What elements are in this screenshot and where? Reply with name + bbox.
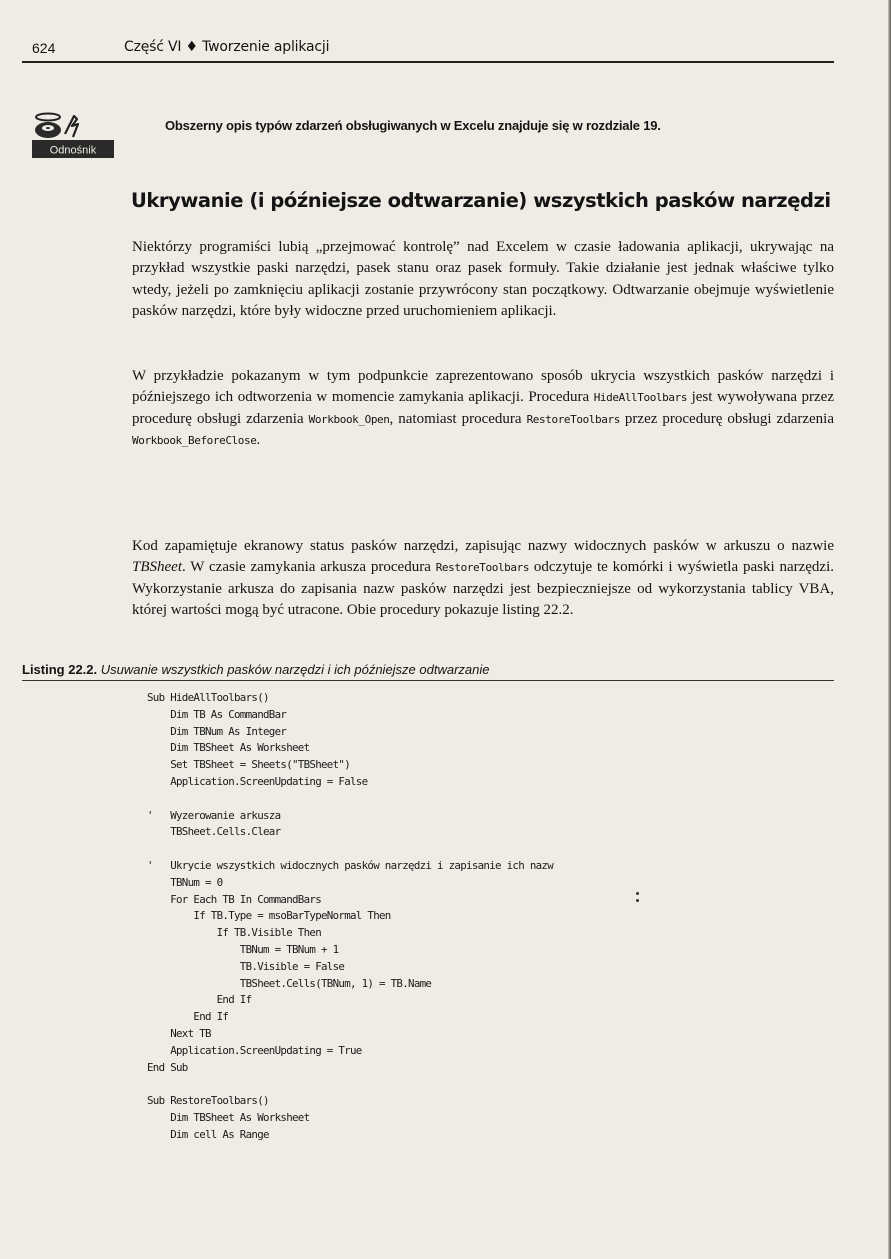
p2-text-2: jest wywoływana przez procedurę obsługi zdarzenia [132, 389, 834, 427]
p2-text-5: . [256, 431, 261, 448]
header-rule [22, 61, 834, 63]
listing-caption [22, 662, 490, 677]
page-number: 624 [32, 40, 56, 56]
stray-dot [636, 892, 639, 895]
p2-text-4: przez procedurę obsługi zdarzenia [619, 410, 834, 427]
p3-text-1: Kod zapamiętuje ekranowy status pasków narzędzi, zapisując nazwy widocznych pasków w arkuszu o nazwie [132, 538, 834, 554]
code-workbook-open: Workbook_Open [308, 412, 390, 426]
running-head: Część VI ♦ Tworzenie aplikacji [124, 39, 330, 55]
note-text: Obszerny opis typów zdarzeń obsługiwanych w Excelu znajduje się w rozdziale 19. [165, 118, 661, 133]
listing-label: Listing 22.2. [22, 662, 98, 677]
p3-sheet-name: TBSheet [132, 559, 182, 576]
cross-reference-icon [32, 110, 114, 164]
listing-rule [22, 680, 834, 681]
paragraph-2 [132, 366, 834, 451]
code-workbook-beforeclose: Workbook_BeforeClose [132, 433, 257, 447]
section-heading: Ukrywanie (i późniejsze odtwarzanie) wszystkich pasków narzędzi [131, 189, 831, 212]
paragraph-1: Niektórzy programiści lubią „przejmować kontrolę” nad Excelem w czasie ładowania aplikacji, ukrywając na przykład wszystkie paski narzędzi, pasek stanu oraz pasek formuły. Takie działanie jest jednak właściwe tylko wtedy, jeżeli po zamknięciu aplikacji zostanie przywrócony stan początkowy. Odtwarzanie obejmuje wyświetlenie pasków narzędzi, które były widoczne przed uruchomieniem aplikacji. [132, 239, 834, 319]
code-hideall: HideAllToolbars [593, 391, 688, 405]
code-restoretoolbars: RestoreToolbars [526, 412, 620, 426]
p3-text-3: odczytuje te komórki i wyświetla paski narzędzi. Wykorzystanie arkusza do zapisania nazw pasków narzędzi jest bezpieczniejsze od wykorzystania tablicy VBA, której wartości mogą być utracone. Obie procedury pokazuje listing 22.2. [132, 559, 834, 618]
p3-text-2: . W czasie zamykania arkusza procedura [182, 559, 436, 576]
code-restoretoolbars-2: RestoreToolbars [435, 561, 530, 575]
page-header [22, 38, 834, 62]
icon-label: Odnośnik [49, 144, 97, 157]
stray-dot [636, 899, 639, 902]
code-listing: Sub HideAllToolbars() Dim TB As CommandBar Dim TBNum As Integer Dim TBSheet As Worksheet Set TBSheet = Sheets("TBSheet") Application.ScreenUpdating = False ' Wyzerowanie arkusza TBSheet.Cells.Clear ' Ukrycie wszystkich widocznych pasków narzędzi i zapisanie ich nazw TBNum = 0 For Each TB In CommandBars If TB.Type = msoBarTypeNormal Then If TB.Visible Then TBNum = TBNum + 1 TB.Visible = False TBSheet.Cells(TBNum, 1) = TB.Name End If End If Next TB Application.ScreenUpdating = True End Sub Sub RestoreToolbars() Dim TBSheet As Worksheet Dim cell As Range [147, 691, 554, 1141]
paragraph-3 [132, 536, 834, 621]
disk-and-hand-icon [32, 110, 114, 164]
p2-text-3: , natomiast procedura [389, 410, 527, 427]
p2-text-1: W przykładzie pokazanym w tym podpunkcie zaprezentowano sposób ukrycia wszystkich pasków narzędzi i późniejszego ich odtworzenia w momencie zamykania aplikacji. Procedura [132, 368, 834, 406]
listing-title: Usuwanie wszystkich pasków narzędzi i ich późniejsze odtwarzanie [100, 662, 490, 677]
